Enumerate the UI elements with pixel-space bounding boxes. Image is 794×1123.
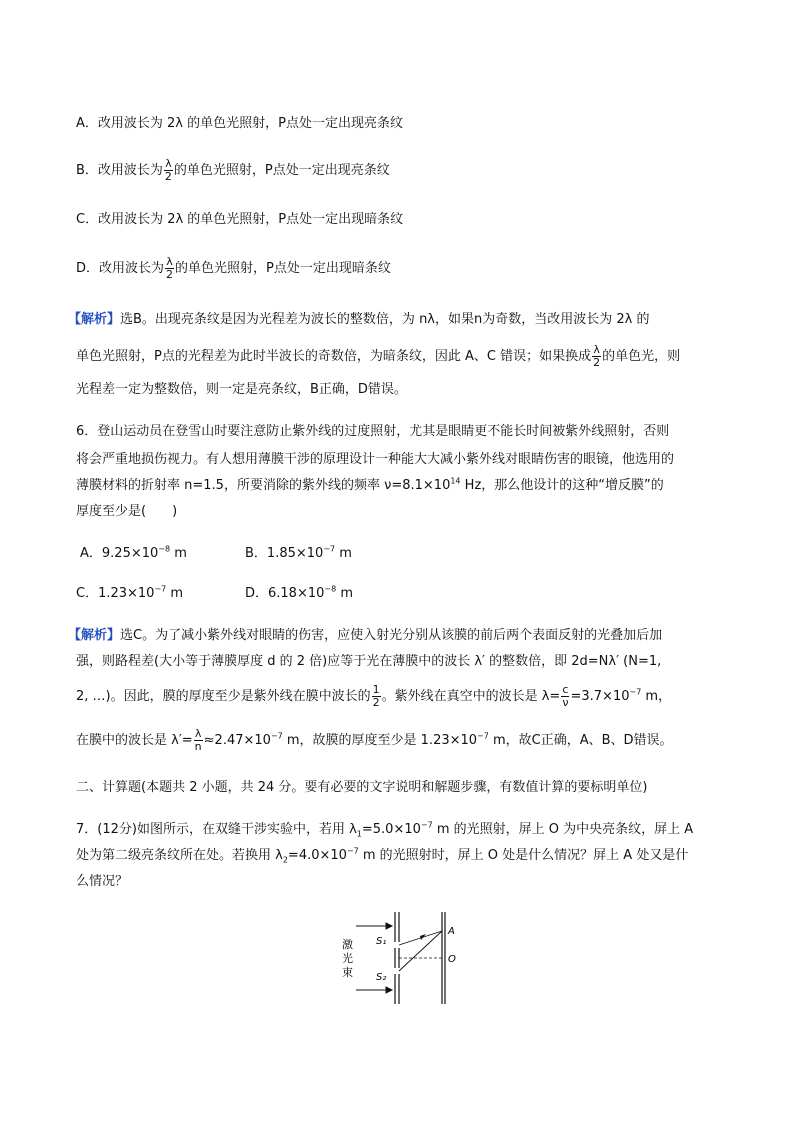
a6-l3-exp: −7 — [629, 687, 642, 697]
analysis-5-line1 — [68, 310, 649, 330]
point-a-label: A — [448, 926, 455, 937]
fraction-denominator: 2 — [593, 356, 601, 369]
option-5c: C．改用波长为 2λ 的单色光照射，P点处一定出现暗条纹 — [76, 212, 404, 227]
fraction-denominator: 2 — [164, 170, 172, 183]
question-6-line1: 6．登山运动员在登雪山时要注意防止紫外线的过度照射，尤其是眼睛更不能长时间被紫外线照射，否则 — [76, 424, 670, 439]
opt6d-pre: D．6.18×10 — [245, 586, 325, 601]
opt6b-exp: −7 — [323, 544, 336, 554]
analysis-6-line4 — [76, 728, 673, 753]
lambda-half-fraction — [592, 344, 601, 369]
analysis-tag: 【解析】 — [68, 628, 121, 643]
analysis-6-line1 — [68, 626, 662, 646]
slit-barrier — [395, 912, 399, 1004]
incident-arrows — [356, 923, 392, 993]
q7-l2-sub: 2 — [282, 855, 288, 865]
fraction-numerator: λ — [166, 255, 173, 268]
slit-s2-label: S₂ — [376, 972, 387, 983]
screen — [442, 912, 445, 1004]
question-7-line1 — [76, 820, 693, 840]
option-6c — [76, 584, 183, 604]
a6-l3-end: m， — [641, 689, 672, 704]
opt6b-pre: B．1.85×10 — [245, 546, 324, 561]
option-5b-post: 的单色光照射，P点处一定出现亮条纹 — [173, 163, 390, 178]
q7-l1-sub: 1 — [356, 829, 362, 839]
q6-l3-post: Hz，那么他设计的这种“增反膜”的 — [460, 478, 664, 493]
fraction-numerator: 1 — [372, 683, 380, 696]
opt6d-exp: −8 — [324, 584, 337, 594]
fraction-numerator: λ — [165, 157, 172, 170]
a6-l4-exp: −7 — [270, 731, 283, 741]
a6-l4-mid2: m，故膜的厚度至少是 1.23×10 — [282, 733, 478, 748]
option-5d-post: 的单色光照射，P点处一定出现暗条纹 — [175, 261, 391, 276]
option-5d-pre: D．改用波长为 — [76, 261, 165, 276]
beam-label-2: 光 — [342, 952, 353, 965]
q7-l1-pre: 7．(12分)如图所示，在双缝干涉实验中，若用 λ — [76, 822, 357, 837]
opt6c-post: m — [166, 586, 184, 601]
fraction-denominator: ν — [562, 696, 569, 709]
option-6b — [245, 544, 352, 564]
analysis-6-line2: 强，则路程差(大小等于薄膜厚度 d 的 2 倍)应等于光在薄膜中的波长 λ′ 的整数倍，即 2d=Nλ′ (N=1, — [76, 654, 662, 669]
question-7-line3: 么情况？ — [76, 874, 129, 889]
fraction-denominator: 2 — [166, 268, 174, 281]
analysis-5-text1: 选B。出现亮条纹是因为光程差为波长的整数倍，为 nλ，如果n为奇数，当改用波长为 2λ 的 — [120, 312, 650, 327]
analysis-6-text1: 选C。为了减小紫外线对眼睛的伤害，应使入射光分别从该膜的前后两个表面反射的光叠加后加 — [120, 628, 663, 643]
option-6a — [80, 544, 187, 564]
q7-l2-pre: 处为第二级亮条纹所在处。若换用 λ — [76, 848, 283, 863]
opt6c-exp: −7 — [154, 584, 167, 594]
a6-l4-pre: 在膜中的波长是 λ′= — [76, 733, 193, 748]
fraction-denominator: n — [194, 740, 202, 753]
option-5d — [76, 256, 391, 281]
a6-l4-end: m，故C正确，A、B、D错误。 — [488, 733, 673, 748]
opt6a-post: m — [170, 546, 187, 561]
fraction-denominator: 2 — [372, 696, 380, 709]
a6-l3-post: =3.7×10 — [570, 689, 630, 704]
a6-l3-pre: 2, …)。因此，膜的厚度至少是紫外线在膜中波长的 — [76, 689, 371, 704]
opt6b-post: m — [335, 546, 352, 561]
q7-l2-mid: =4.0×10 — [287, 848, 347, 863]
question-6-line3 — [76, 476, 664, 496]
analysis-5-text2-post: 的单色光，则 — [602, 349, 681, 364]
lambda-half-fraction — [165, 256, 174, 281]
q7-l1-exp: −7 — [420, 820, 433, 830]
option-5b-pre: B．改用波长为 — [76, 163, 163, 178]
double-slit-diagram — [340, 912, 470, 1004]
analysis-5-text2-pre: 单色光照射，P点的光程差为此时半波长的奇数倍，为暗条纹，因此 A、C 错误；如果换成 — [76, 349, 592, 364]
ray-arrow — [420, 934, 426, 940]
opt6a-pre: A．9.25×10 — [80, 546, 159, 561]
q7-l2-post: m 的光照射时，屏上 O 处是什么情况？屏上 A 处又是什 — [358, 848, 689, 863]
option-6d — [245, 584, 353, 604]
q7-l2-exp: −7 — [346, 846, 359, 856]
opt6a-exp: −8 — [158, 544, 171, 554]
question-6-line2: 将会严重地损伤视力。有人想用薄膜干涉的原理设计一种能大大减小紫外线对眼睛伤害的眼镜，他选用的 — [76, 452, 675, 467]
question-6-line4: 厚度至少是( ) — [76, 504, 178, 519]
beam-label-3: 束 — [342, 966, 353, 979]
a6-l4-exp2: −7 — [477, 731, 489, 741]
opt6d-post: m — [336, 586, 353, 601]
one-half-fraction — [372, 684, 381, 709]
lambda-over-n-fraction — [194, 728, 203, 753]
q6-l3-pre: 薄膜材料的折射率 n=1.5，所要消除的紫外线的频率 ν=8.1×10 — [76, 478, 451, 493]
q7-l1-post: m 的光照射，屏上 O 为中央亮条纹，屏上 A — [432, 822, 694, 837]
section-2-title: 二、计算题(本题共 2 小题，共 24 分。要有必要的文字说明和解题步骤，有数值计算的要标明单位) — [76, 780, 648, 795]
fraction-numerator: λ — [194, 727, 202, 740]
analysis-5-line2 — [76, 344, 680, 369]
option-5a: A．改用波长为 2λ 的单色光照射，P点处一定出现亮条纹 — [76, 116, 403, 131]
analysis-6-line3 — [76, 684, 671, 709]
point-o-label: O — [448, 954, 456, 965]
question-7-line2 — [76, 846, 688, 866]
fraction-numerator: c — [562, 683, 569, 696]
opt6c-pre: C．1.23×10 — [76, 586, 155, 601]
q6-l3-exp: 14 — [450, 476, 461, 486]
beam-label-1: 激 — [342, 938, 353, 951]
option-5b — [76, 158, 390, 183]
slit-s1-label: S₁ — [376, 936, 387, 947]
a6-l4-mid: ≈2.47×10 — [203, 733, 271, 748]
fraction-numerator: λ — [593, 343, 600, 356]
analysis-tag: 【解析】 — [68, 312, 121, 327]
analysis-5-line3: 光程差一定为整数倍，则一定是亮条纹，B正确，D错误。 — [76, 382, 407, 397]
c-over-nu-fraction — [561, 684, 569, 709]
q7-l1-mid: =5.0×10 — [361, 822, 421, 837]
lambda-half-fraction — [164, 158, 173, 183]
a6-l3-mid: 。紫外线在真空中的波长是 λ= — [381, 689, 561, 704]
